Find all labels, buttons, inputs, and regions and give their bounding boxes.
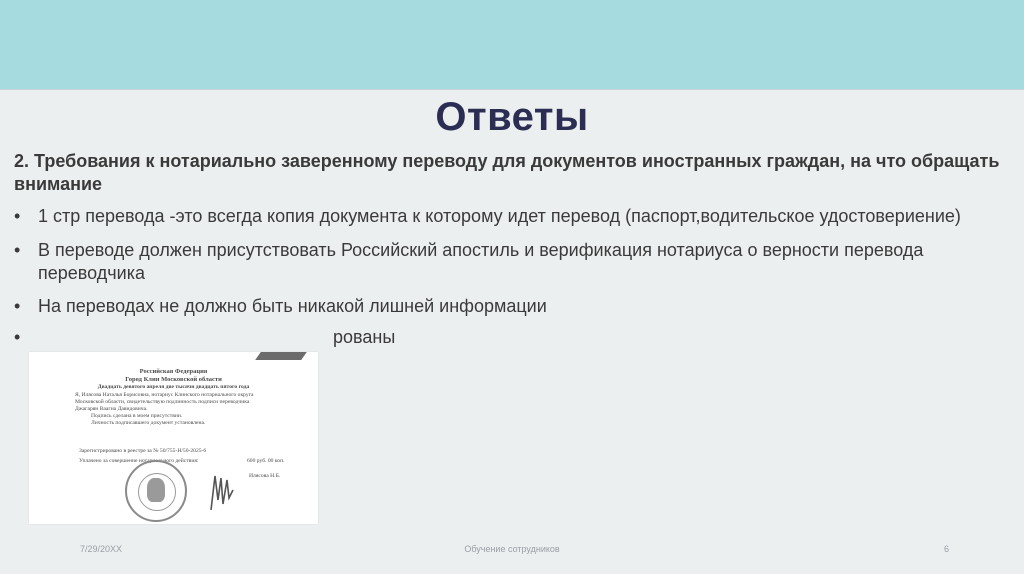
bullet-text: В переводе должен присутствовать Российский апостиль и верификация нотариуса о верности перевода переводчика [38,240,924,283]
bullet-text: рованы [333,327,396,347]
bullet-item [14,239,1014,285]
top-color-band [0,0,1024,90]
bullet-text: 1 стр перевода -это всегда копия документа к которому идет перевод (паспорт,водительское удостовериение) [38,206,961,226]
footer-page-number: 6 [944,544,950,554]
bullet-marker: • [14,206,21,226]
stamp-line: Личность подписавшего документ установлена. [91,420,206,426]
stamp-line: Российская Федерация [139,368,208,375]
footer-date: 7/29/20XX [80,544,123,554]
stamp-line: Илясова Н.Б. [249,473,281,479]
footer-title: Обучение сотрудников [464,544,560,554]
stamp-line: Джагарян Ваагна Давидовича. [75,406,148,412]
signature-icon [207,470,235,512]
scan-corner-shadow [255,352,307,360]
stamp-line: Зарегистрировано в реестре за № 50/755-Н/50-2025-6 [79,448,207,454]
stamp-line: Уплачено за совершение нотариального действия: [79,458,199,464]
bullet-marker: • [14,240,21,260]
bullet-item [14,295,1014,318]
stamp-line: Подпись сделана в моем присутствии. [91,413,183,419]
bullet-item [14,205,1014,228]
coat-of-arms-icon [147,478,165,502]
bullet-marker: • [14,296,21,316]
bullet-item [14,326,1014,349]
stamp-line: 600 руб. 00 коп. [247,458,285,464]
bullet-list [14,205,1014,358]
slide-subheading: 2. Требования к нотариально заверенному переводу для документов иностранных граждан, на что обращать внимание [14,151,1000,194]
bullet-text: На переводах не должно быть никакой лишней информации [38,296,547,316]
stamp-line: Город Клин Московской области [125,376,222,383]
stamp-line: Московской области, свидетельствую подлинность подписи переводчика [75,399,250,405]
slide-title: Ответы [435,95,589,139]
notary-stamp-image [29,352,318,524]
stamp-line: Я, Илясова Наталья Борисовна, нотариус Клинского нотариального округа [75,392,254,398]
stamp-line: Двадцать девятого апреля две тысячи двадцать пятого года [97,384,250,390]
bullet-marker: • [14,327,21,347]
